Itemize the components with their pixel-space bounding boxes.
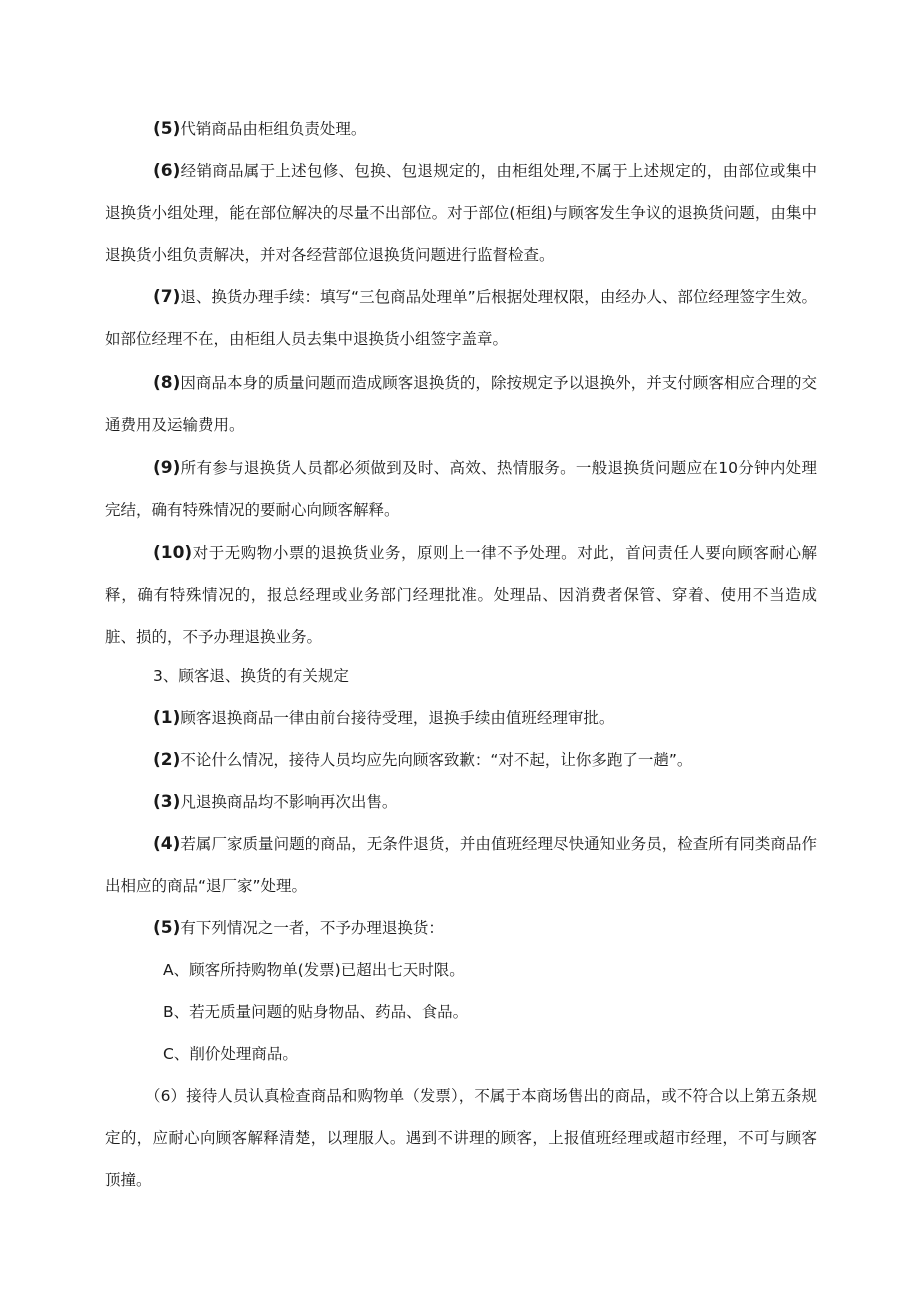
section-heading-3 [105, 655, 817, 697]
item-number: （6） [145, 1087, 187, 1105]
item-number: (7) [153, 287, 181, 307]
paragraph-text: 对于无购物小票的退换货业务，原则上一律不予处理。对此，首问责任人要向顾客耐心解释，确有特殊情况的，报总经理或业务部门经理批准。处理品、因消费者保管、穿着、使用不当造成脏、损的，不予办理退换业务。 [105, 544, 817, 646]
paragraph-item-6-distribution [105, 150, 817, 276]
paragraph-text: 有下列情况之一者，不予办理退换货： [180, 919, 444, 937]
item-number: (4) [153, 834, 181, 854]
paragraph-rule-3 [105, 781, 817, 823]
item-number: (10) [153, 543, 193, 563]
item-number: (5) [153, 119, 181, 139]
paragraph-text: 因商品本身的质量问题而造成顾客退换货的，除按规定予以退换外，并支付顾客相应合理的交通费用及运输费用。 [105, 374, 817, 434]
paragraph-text: 凡退换商品均不影响再次出售。 [180, 793, 398, 811]
paragraph-rule-4 [105, 823, 817, 907]
paragraph-item-9-service [105, 447, 817, 531]
paragraph-rule-1 [105, 697, 817, 739]
sub-item-text: 、若无质量问题的贴身物品、药品、食品。 [173, 1003, 469, 1021]
sub-item-letter: A [163, 961, 174, 979]
sub-item-text: 、顾客所持购物单(发票)已超出七天时限。 [173, 961, 465, 979]
paragraph-text: 经销商品属于上述包修、包换、包退规定的，由柜组处理,不属于上述规定的，由部位或集中退换货小组处理，能在部位解决的尽量不出部位。对于部位(柜组)与顾客发生争议的退换货问题，由集中退换货小组负责解决，并对各经营部位退换货问题进行监督检查。 [105, 162, 817, 264]
paragraph-item-10-receipt [105, 532, 817, 658]
item-number: (9) [153, 458, 181, 478]
sub-item-letter: C [163, 1045, 174, 1063]
sub-item-text: 、削价处理商品。 [173, 1045, 298, 1063]
sub-item-a [163, 949, 813, 991]
paragraph-rule-5 [105, 907, 817, 949]
paragraph-text: 退、换货办理手续：填写“三包商品处理单”后根据处理权限，由经办人、部位经理签字生效。如部位经理不在，由柜组人员去集中退换货小组签字盖章。 [105, 288, 817, 348]
paragraph-text: 代销商品由柜组负责处理。 [180, 120, 367, 138]
item-number: (5) [153, 918, 181, 938]
sub-item-c [163, 1033, 813, 1075]
item-number: (3) [153, 792, 181, 812]
item-number: (6) [153, 161, 181, 181]
sub-item-b [163, 991, 813, 1033]
paragraph-text: 顾客退换商品一律由前台接待受理，退换手续由值班经理审批。 [180, 709, 615, 727]
section-title: 、顾客退、换货的有关规定 [162, 667, 349, 685]
paragraph-text: 不论什么情况，接待人员均应先向顾客致歉：“对不起，让你多跑了一趟”。 [180, 751, 693, 769]
sub-item-letter: B [163, 1003, 174, 1021]
item-number: (8) [153, 373, 181, 393]
paragraph-item-7-procedure [105, 276, 817, 360]
item-number: (2) [153, 750, 181, 770]
item-number: (1) [153, 708, 181, 728]
section-number: 3 [153, 667, 163, 685]
paragraph-rule-6 [105, 1075, 817, 1201]
paragraph-item-8-quality [105, 362, 817, 446]
paragraph-text: 若属厂家质量问题的商品，无条件退货，并由值班经理尽快通知业务员，检查所有同类商品作出相应的商品“退厂家”处理。 [105, 835, 817, 895]
paragraph-text: 所有参与退换货人员都必须做到及时、高效、热情服务。一般退换货问题应在10分钟内处理完结，确有特殊情况的要耐心向顾客解释。 [105, 459, 817, 519]
paragraph-item-5-consignment [105, 108, 817, 150]
paragraph-text: 接待人员认真检查商品和购物单（发票），不属于本商场售出的商品，或不符合以上第五条规定的，应耐心向顾客解释清楚，以理服人。遇到不讲理的顾客，上报值班经理或超市经理，不可与顾客顶撞。 [105, 1087, 817, 1189]
paragraph-rule-2 [105, 739, 817, 781]
